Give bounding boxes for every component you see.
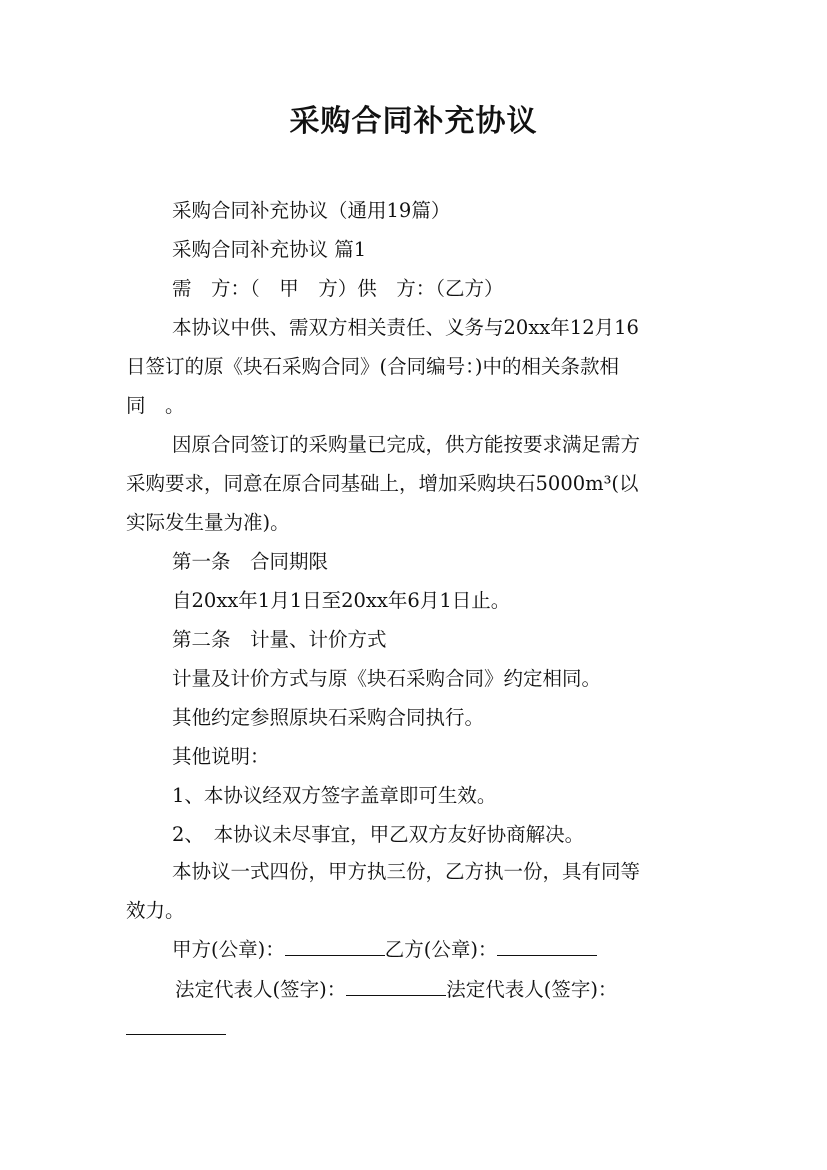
party-b-seal-blank	[497, 954, 597, 956]
article-2-title: 第二条 计量、计价方式	[172, 628, 387, 651]
document-title: 采购合同补充协议	[289, 104, 538, 139]
party-b-seal-label: 乙方(公章)：	[384, 938, 498, 961]
party-a-rep-blank	[346, 994, 446, 996]
signature-rep-line	[175, 970, 709, 1009]
article-1-title: 第一条 合同期限	[172, 550, 329, 573]
other-reference: 其他约定参照原块石采购合同执行。	[172, 706, 485, 729]
party-b-rep-blank-line	[126, 1009, 706, 1048]
heading-part1: 采购合同补充协议 篇1	[172, 238, 367, 261]
copies-line-2: 效力。	[126, 899, 185, 922]
paragraph-2-line-3: 实际发生量为准)。	[126, 511, 290, 534]
notes-title: 其他说明：	[172, 745, 270, 768]
paragraph-1-line-1: 本协议中供、需双方相关责任、义务与20xx年12月16	[172, 316, 639, 339]
article-2-body: 计量及计价方式与原《块石采购合同》约定相同。	[172, 667, 602, 690]
copies-line-1: 本协议一式四份，甲方执三份，乙方执一份，具有同等	[172, 860, 641, 883]
party-b-rep-label: 法定代表人(签字)：	[446, 978, 618, 1001]
note-2: 2、 本协议未尽事宜，甲乙双方友好协商解决。	[172, 823, 585, 846]
article-1-body: 自20xx年1月1日至20xx年6月1日止。	[172, 589, 511, 612]
paragraph-2-line-1: 因原合同签订的采购量已完成，供方能按要求满足需方	[172, 433, 641, 456]
paragraph-1-line-3: 同 。	[126, 394, 185, 417]
heading-general: 采购合同补充协议（通用19篇）	[172, 199, 451, 222]
party-a-seal-label: 甲方(公章)：	[172, 938, 285, 961]
party-a-rep-label: 法定代表人(签字)：	[175, 978, 347, 1001]
note-1: 1、本协议经双方签字盖章即可生效。	[172, 784, 497, 807]
party-a-seal-blank	[285, 954, 385, 956]
party-b-rep-blank	[126, 1033, 226, 1035]
paragraph-1-line-2: 日签订的原《块石采购合同》(合同编号：)中的相关条款相	[126, 355, 619, 378]
parties-line: 需 方：（ 甲 方）供 方：（乙方）	[172, 277, 504, 300]
paragraph-2-line-2: 采购要求，同意在原合同基础上，增加采购块石5000m³(以	[126, 472, 639, 495]
signature-party-line	[172, 930, 706, 969]
